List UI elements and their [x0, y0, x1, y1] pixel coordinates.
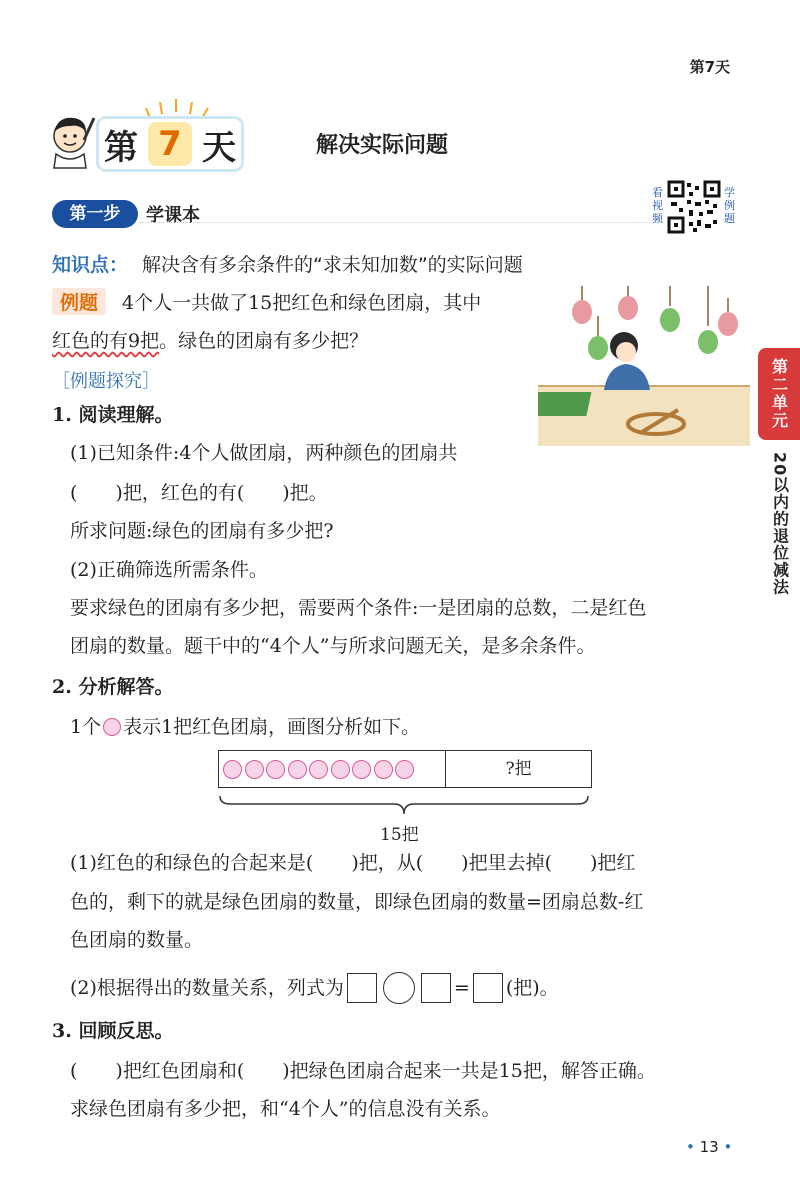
red-fan-circle [352, 760, 371, 779]
section-1-filter-conditions: (2)正确筛选所需条件。 [70, 559, 268, 581]
day-badge-number: 7 [148, 122, 192, 166]
section-3-check-line[interactable]: ( )把红色团扇和( )把绿色团扇合起来一共是15把，解答正确。 [70, 1060, 656, 1082]
red-fan-circle [309, 760, 328, 779]
section-1-fill-blanks[interactable]: ( )把，红色的有( )把。 [70, 482, 328, 504]
section-2-heading: 2. 分析解答。 [52, 676, 174, 698]
section-3-heading: 3. 回顾反思。 [52, 1020, 174, 1042]
legend-text: 表示1把红色团扇，画图分析如下。 [123, 716, 421, 738]
red-fan-circle [331, 760, 350, 779]
step-pill: 第一步 [52, 200, 138, 228]
section-3-reflection: 求绿色团扇有多少把，和“4个人”的信息没有关系。 [70, 1098, 501, 1120]
explore-heading: ［例题探究］ [52, 371, 160, 392]
section-1-question: 所求问题:绿色的团扇有多少把? [70, 520, 334, 542]
section-2-step-1-line-1[interactable]: (1)红色的和绿色的合起来是( )把，从( )把里去掉( )把红 [70, 852, 636, 874]
fan-making-illustration [538, 286, 750, 446]
red-fans-segment [219, 751, 446, 787]
equation-result-box[interactable] [473, 973, 503, 1003]
page-dot-right-icon: • [723, 1138, 733, 1156]
unit-tab[interactable]: 第二单元 [758, 348, 800, 440]
day-badge-suffix: 天 [202, 127, 236, 168]
red-fan-circle [395, 760, 414, 779]
total-brace-icon [218, 794, 590, 816]
section-2-equation-line [70, 972, 559, 1004]
section-2-step-1-line-2: 色的，剩下的就是绿色团扇的数量，即绿色团扇的数量=团扇总数-红 [70, 891, 644, 913]
red-fan-circle [245, 760, 264, 779]
section-2-legend [70, 712, 420, 742]
bar-diagram [218, 750, 592, 788]
red-fan-circle [266, 760, 285, 779]
example-key-condition: 红色的有9把 [52, 330, 160, 352]
equation-equals: = [453, 977, 470, 999]
example-question: 。绿色的团扇有多少把？ [159, 330, 369, 352]
section-2-step-1-line-3: 色团扇的数量。 [70, 929, 204, 951]
red-fan-circle [223, 760, 242, 779]
equation-box-2[interactable] [421, 973, 451, 1003]
unit-topic: 20以内的退位减法 [770, 452, 790, 596]
page-title: 解决实际问题 [316, 133, 449, 158]
circle-legend-icon [103, 718, 121, 736]
qr-right-caption: 学例题 [724, 186, 735, 225]
equation-unit: (把)。 [505, 977, 559, 999]
red-fan-circle [374, 760, 393, 779]
legend-prefix: 1个 [70, 716, 102, 738]
unknown-segment: ?把 [505, 759, 532, 779]
page-number-value: 13 [699, 1138, 719, 1156]
section-1-heading: 1. 阅读理解。 [52, 404, 174, 426]
day-badge [96, 116, 244, 172]
section-1-known-conditions: (1)已知条件:4个人做团扇，两种颜色的团扇共 [70, 442, 458, 464]
equation-box-1[interactable] [347, 973, 377, 1003]
kid-illustration-icon [44, 110, 100, 170]
dotted-divider [140, 222, 660, 223]
equation-operator-circle[interactable] [383, 972, 415, 1004]
section-1-explanation-2: 团扇的数量。题干中的“4个人”与所求问题无关，是多余条件。 [70, 635, 596, 657]
page-dot-left-icon: • [686, 1138, 695, 1156]
knowledge-text: 解决含有多余条件的“求未知加数”的实际问题 [142, 254, 523, 276]
day-tag: 第7天 [689, 58, 730, 76]
total-label: 15把 [380, 825, 419, 845]
example-line-1: 4个人一共做了15把红色和绿色团扇，其中 [122, 292, 482, 314]
equation-prompt: (2)根据得出的数量关系，列式为 [70, 977, 344, 999]
page-number [686, 1138, 732, 1156]
step-label: 学课本 [146, 205, 200, 226]
red-fan-circle [288, 760, 307, 779]
example-label: 例题 [52, 288, 106, 315]
knowledge-label: 知识点： [52, 254, 129, 276]
qr-code-icon[interactable] [667, 180, 721, 234]
section-1-explanation-1: 要求绿色的团扇有多少把，需要两个条件:一是团扇的总数，二是红色 [70, 597, 647, 619]
qr-left-caption: 看视频 [652, 186, 663, 225]
day-badge-prefix: 第 [104, 127, 138, 168]
example-line-2 [52, 326, 368, 356]
